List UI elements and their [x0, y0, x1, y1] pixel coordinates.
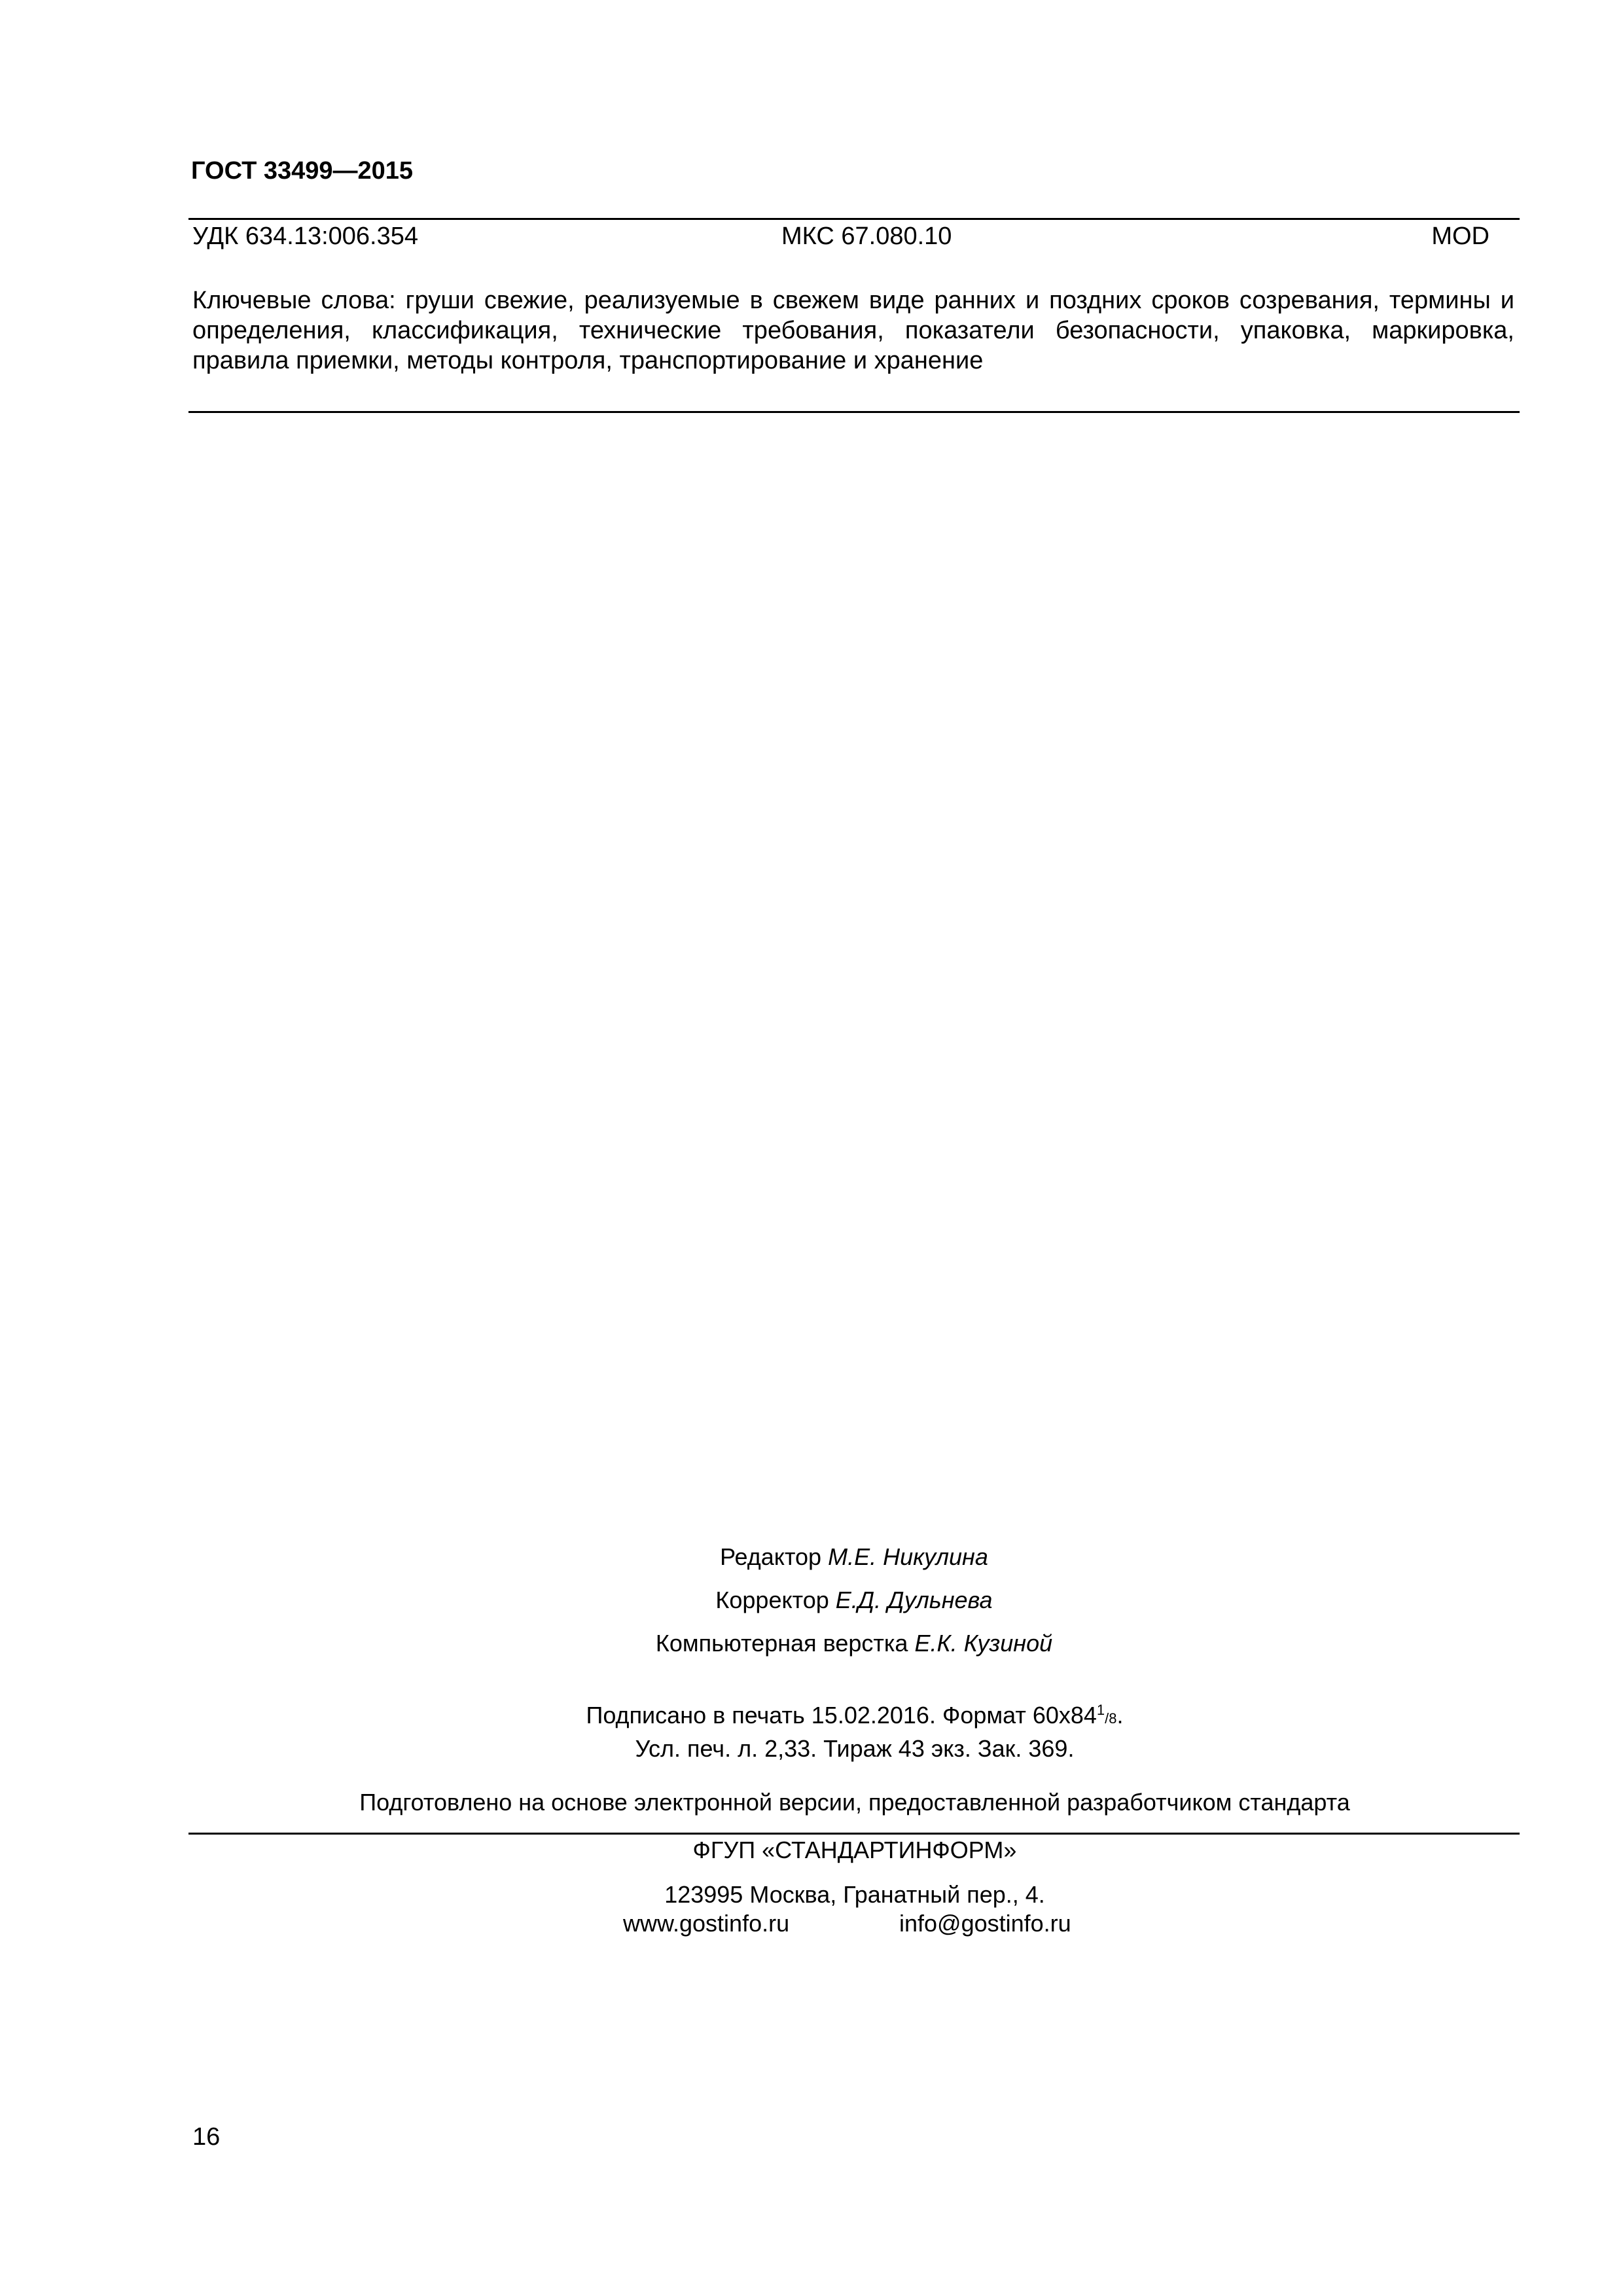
classification-row [192, 223, 1516, 255]
publisher-website[interactable]: www.gostinfo.ru [623, 1910, 790, 1937]
layout-credit [0, 1630, 1623, 1657]
publisher-address: 123995 Москва, Гранатный пер., 4. [664, 1881, 1045, 1908]
publisher-name: ФГУП «СТАНДАРТИНФОРМ» [692, 1837, 1017, 1863]
header-rule [188, 218, 1520, 220]
format-sub: /8 [1105, 1710, 1117, 1727]
corrector-label: Корректор [715, 1587, 829, 1613]
publisher-rule [188, 1833, 1520, 1835]
editor-name: М.Е. Никулина [828, 1543, 988, 1570]
print-signed: Подписано в печать 15.02.2016. Формат 60x84 [586, 1702, 1097, 1729]
print-info [0, 1695, 1623, 1764]
keywords-paragraph: Ключевые слова: груши свежие, реализуемые в свежем виде ранних и поздних сроков созревания, термины и определения, классификация, технические требования, показатели безопасности, упаковка, маркировка, правила приемки, методы контроля, транспортирование и хранение [192, 287, 1514, 374]
udk-code: УДК 634.13:006.354 [192, 223, 419, 250]
format-end: . [1116, 1702, 1124, 1729]
format-sup: 1 [1096, 1702, 1105, 1718]
layout-label: Компьютерная верстка [655, 1630, 908, 1657]
keywords-rule [188, 411, 1520, 413]
mod-label: MOD [1431, 223, 1489, 250]
mks-code: МКС 67.080.10 [781, 223, 952, 250]
print-details: Усл. печ. л. 2,33. Тираж 43 экз. Зак. 369. [635, 1735, 1075, 1762]
publisher-email[interactable]: info@gostinfo.ru [899, 1910, 1071, 1937]
editor-label: Редактор [720, 1543, 822, 1570]
corrector-credit [0, 1587, 1623, 1614]
editor-credit [0, 1543, 1623, 1571]
document-code: ГОСТ 33499—2015 [191, 157, 414, 185]
print-signed-line [0, 1695, 1623, 1734]
prepared-note: Подготовлено на основе электронной версии, предоставленной разработчиком стандарта [359, 1789, 1350, 1816]
page-number: 16 [192, 2123, 221, 2151]
layout-name: Е.К. Кузиной [914, 1630, 1053, 1657]
corrector-name: Е.Д. Дульнева [835, 1587, 993, 1613]
